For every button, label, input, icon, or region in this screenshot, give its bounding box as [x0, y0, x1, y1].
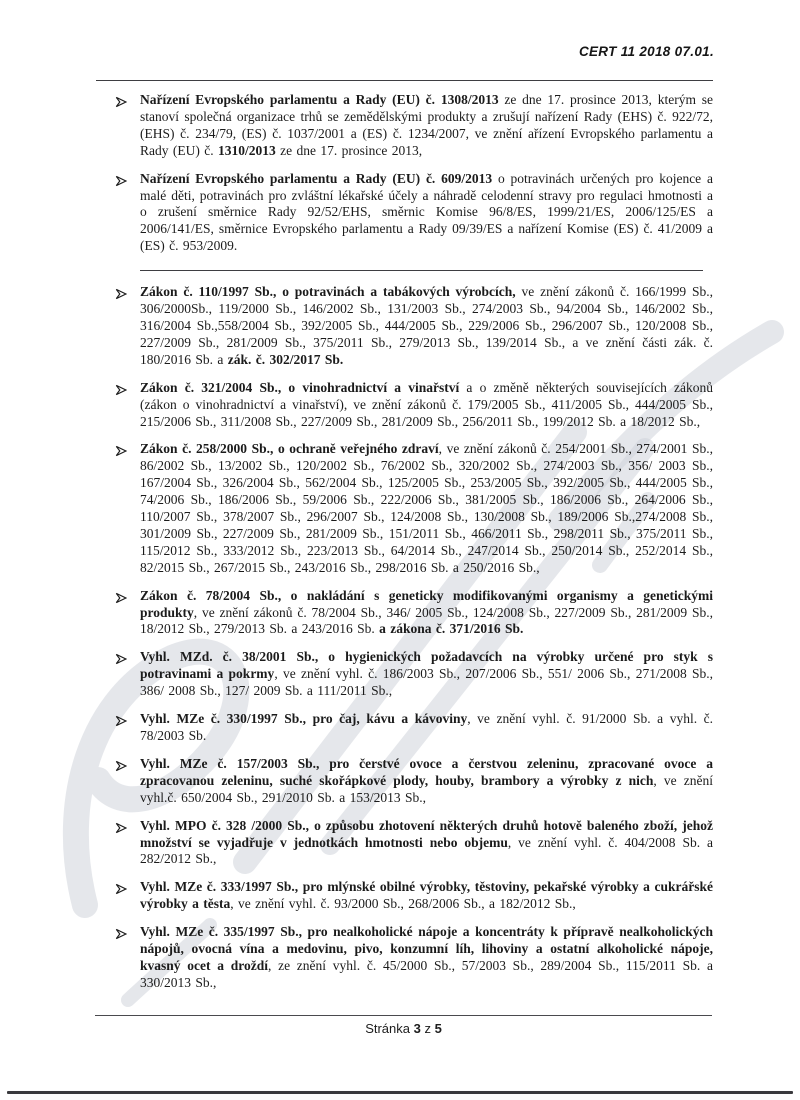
arrowhead-right-icon	[115, 821, 127, 833]
legal-reference-item	[140, 879, 713, 913]
legal-reference-text: Nařízení Evropského parlamentu a Rady (EU) č. 1308/2013 ze dne 17. prosince 2013, kterým se stanoví společná organizace trhů se zemědělskými produkty a zrušují nařízení Rady (EHS) č. 922/72, (EHS) č. 234/79, (ES) č. 1037/2001 a (ES) č. 1234/2007, ve znění ařízení Evropského parlamentu a Rady (EU) č. 1310/2013 ze dne 17. prosince 2013,	[140, 92, 713, 158]
document-code: CERT 11 2018 07.01.	[578, 44, 714, 59]
arrowhead-right-icon	[115, 287, 127, 299]
arrowhead-right-icon	[115, 174, 127, 186]
legal-reference-item	[140, 92, 713, 160]
legal-reference-text: Vyhl. MPO č. 328 /2000 Sb., o způsobu zhotovení některých druhů hotově baleného zboží, jehož množství se vyjadřuje v jednotkách hmotnosti nebo objemu, ve znění vyhl. č. 404/2008 Sb. a 282/2012 Sb.,	[140, 817, 713, 867]
arrowhead-right-icon	[115, 882, 127, 894]
page-number-prefix: Stránka	[365, 1021, 414, 1036]
legal-reference-item	[140, 756, 713, 807]
legal-reference-text: Vyhl. MZe č. 333/1997 Sb., pro mlýnské obilné výrobky, těstoviny, pekařské výrobky a cukrářské výrobky a těsta, ve znění vyhl. č. 93/2000 Sb., 268/2006 Sb., a 182/2012 Sb.,	[140, 879, 713, 912]
legal-reference-text: Zákon č. 321/2004 Sb., o vinohradnictví a vinařství a o změně některých souvisejících zákonů (zákon o vinohradnictví a vinařství), ve znění zákonů č. 179/2005 Sb., 411/2005 Sb., 444/2005 Sb., 215/2006 Sb., 311/2008 Sb., 227/2009 Sb., 281/2009 Sb., 256/2011 Sb., 199/2012 Sb. a 18/2012 Sb.,	[140, 379, 713, 429]
page-number-current: 3	[413, 1021, 421, 1036]
legal-reference-item	[140, 924, 713, 992]
legal-references-list	[140, 92, 713, 1003]
arrowhead-right-icon	[115, 759, 127, 771]
scan-edge-line	[7, 1091, 793, 1094]
legal-reference-item	[140, 711, 713, 745]
legal-reference-text: Vyhl. MZe č. 157/2003 Sb., pro čerstvé ovoce a čerstvou zeleninu, zpracované ovoce a zpracovanou zeleninu, suché skořápkové plody, houby, brambory a výrobky z nich, ve znění vyhl.č. 650/2004 Sb., 291/2010 Sb. a 153/2013 Sb.,	[140, 755, 713, 805]
header-rule	[96, 80, 713, 81]
page-number-total: 5	[434, 1021, 442, 1036]
legal-reference-text: Vyhl. MZe č. 330/1997 Sb., pro čaj, kávu a kávoviny, ve znění vyhl. č. 91/2000 Sb. a vyhl. č. 78/2003 Sb.	[140, 711, 714, 743]
arrowhead-right-icon	[115, 383, 127, 395]
legal-reference-text: Zákon č. 78/2004 Sb., o nakládání s geneticky modifikovanými organismy a genetickými produkty, ve znění zákonů č. 78/2004 Sb., 346/ 2005 Sb., 124/2008 Sb., 227/2009 Sb., 281/2009 Sb., 18/2012 Sb., 279/2013 Sb. a 243/2016 Sb. a zákona č. 371/2016 Sb.	[140, 587, 713, 637]
legal-reference-item	[140, 818, 713, 869]
page-footer	[95, 1015, 712, 1036]
arrowhead-right-icon	[115, 714, 127, 726]
page-number-separator: z	[420, 1021, 435, 1036]
legal-reference-text: Vyhl. MZd. č. 38/2001 Sb., o hygienických požadavcích na výrobky určené pro styk s potravinami a pokrmy, ve znění vyhl. č. 186/2003 Sb., 207/2006 Sb., 551/ 2006 Sb., 271/2008 Sb., 386/ 2008 Sb., 127/ 2009 Sb. a 111/2011 Sb.,	[140, 649, 713, 699]
arrowhead-right-icon	[115, 444, 127, 456]
arrowhead-right-icon	[115, 927, 127, 939]
legal-reference-item	[140, 649, 713, 700]
arrowhead-right-icon	[115, 95, 127, 107]
arrowhead-right-icon	[115, 652, 127, 664]
legal-reference-item	[140, 380, 713, 431]
legal-reference-item	[140, 588, 713, 639]
legal-reference-text: Zákon č. 110/1997 Sb., o potravinách a tabákových výrobcích, ve znění zákonů č. 166/1999 Sb., 306/2000Sb., 119/2000 Sb., 146/2002 Sb., 131/2003 Sb., 274/2003 Sb., 94/2004 Sb., 146/2002 Sb., 316/2004 Sb.,558/2004 Sb., 392/2005 Sb., 444/2005 Sb., 229/2006 Sb., 296/2007 Sb., 120/2008 Sb., 227/2009 Sb., 281/2009 Sb., 375/2011 Sb., 279/2013 Sb., 139/2014 Sb., a ve znění části zák. č. 180/2016 Sb. a zák. č. 302/2017 Sb.	[140, 284, 713, 367]
legal-reference-item	[140, 284, 713, 369]
legal-reference-text: Vyhl. MZe č. 335/1997 Sb., pro nealkoholické nápoje a koncentráty k přípravě nealkoholických nápojů, ovocná vína a medovinu, pivo, konzumní líh, lihoviny a ostatní alkoholické nápoje, kvasný ocet a droždí, ze znění vyhl. č. 45/2000 Sb., 57/2003 Sb., 289/2004 Sb., 115/2011 Sb. a 330/2013 Sb.,	[140, 924, 713, 990]
legal-reference-item	[140, 171, 713, 256]
page-number	[95, 1021, 712, 1036]
footer-rule	[95, 1015, 712, 1016]
legal-reference-text: Nařízení Evropského parlamentu a Rady (EU) č. 609/2013 o potravinách určených pro kojence a malé děti, potravinách pro zvláštní lékařské účely a náhradě celodenní stravy pro regulaci hmotnosti a o zrušení směrnice Rady 92/52/EHS, směrnic Komise 96/8/ES, 1999/21/ES, 2006/125/ES a 2006/141/ES, směrnice Evropského parlamentu a Rady 09/39/ES a nařízení Komise (ES) č. 41/2009 a (ES) č. 953/2009.	[140, 170, 713, 254]
legal-reference-item	[140, 441, 713, 576]
legal-reference-text: Zákon č. 258/2000 Sb., o ochraně veřejného zdraví, ve znění zákonů č. 254/2001 Sb., 274/2001 Sb., 86/2002 Sb., 13/2002 Sb., 120/2002 Sb., 76/2002 Sb., 320/2002 Sb., 274/2003 Sb., 356/ 2003 Sb., 167/2004 Sb., 326/2004 Sb., 562/2004 Sb., 125/2005 Sb., 253/2005 Sb., 392/2005 Sb., 444/2005 Sb., 74/2006 Sb., 186/2006 Sb., 59/2006 Sb., 222/2006 Sb., 381/2005 Sb., 186/2006 Sb., 264/2006 Sb., 110/2007 Sb., 378/2007 Sb., 296/2007 Sb., 124/2008 Sb., 130/2008 Sb., 189/2006 Sb.,274/2008 Sb., 301/2009 Sb., 227/2009 Sb., 281/2009 Sb., 151/2011 Sb., 466/2011 Sb., 298/2011 Sb., 375/2011 Sb., 115/2012 Sb., 333/2012 Sb., 223/2013 Sb., 64/2014 Sb., 247/2014 Sb., 250/2014 Sb., 252/2014 Sb., 82/2015 Sb., 267/2015 Sb., 243/2016 Sb., 298/2016 Sb. a 250/2016 Sb.,	[140, 441, 713, 575]
arrowhead-right-icon	[115, 591, 127, 603]
section-divider	[140, 270, 703, 271]
